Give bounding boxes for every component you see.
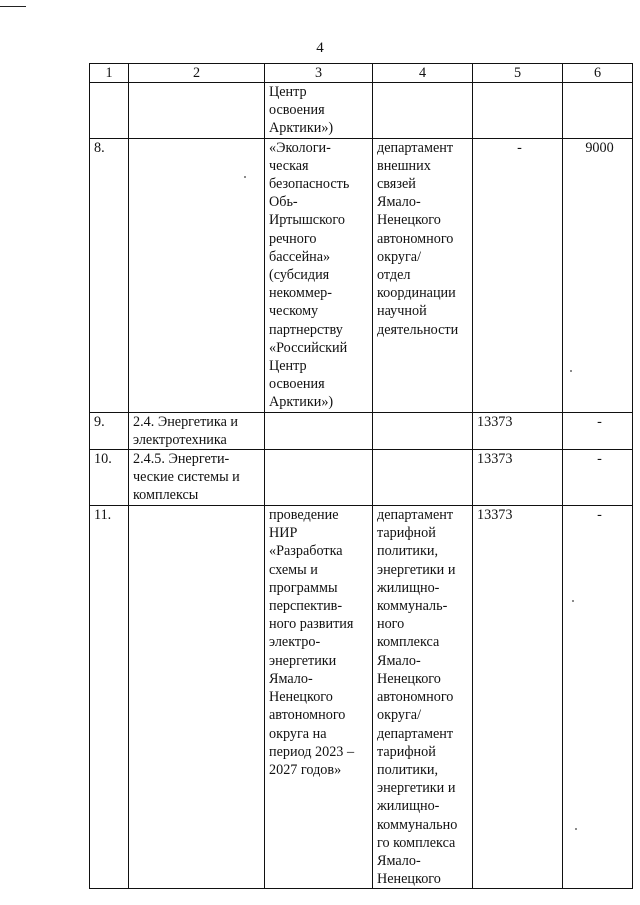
section-cell (129, 138, 265, 412)
table-row (90, 138, 633, 412)
column-header: 2 (129, 64, 265, 83)
executor-cell: департамент внешних связей Ямало- Ненецкого автономного округа/ отдел координации научной деятельности (373, 138, 473, 412)
amount-cell: - (473, 138, 563, 412)
amount-cell (473, 83, 563, 139)
section-cell (129, 506, 265, 889)
table-row (90, 83, 633, 139)
action-cell: проведение НИР «Разработка схемы и программы перспектив- ного развития электро- энергетики Ямало- Ненецкого автономного округа на период 2023 – 2027 годов» (265, 506, 373, 889)
section-cell (129, 83, 265, 139)
scan-speck (244, 176, 246, 178)
row-number: 8. (90, 138, 129, 412)
scan-speck (570, 370, 572, 372)
table-row (90, 450, 633, 506)
scan-speck (572, 600, 574, 602)
row-number: 10. (90, 450, 129, 506)
column-header: 5 (473, 64, 563, 83)
column-header: 1 (90, 64, 129, 83)
scan-edge-line (0, 6, 26, 7)
extra-cell: - (563, 412, 633, 449)
extra-cell: - (563, 450, 633, 506)
row-number: 9. (90, 412, 129, 449)
action-cell: Центр освоения Арктики») (265, 83, 373, 139)
extra-cell: - (563, 506, 633, 889)
scan-speck (575, 828, 577, 830)
section-cell: 2.4. Энергетика и электротехника (129, 412, 265, 449)
row-number (90, 83, 129, 139)
column-header: 6 (563, 64, 633, 83)
executor-cell (373, 83, 473, 139)
extra-cell: 9000 (563, 138, 633, 412)
page-number: 4 (316, 40, 324, 56)
table-row (90, 412, 633, 449)
action-cell: «Экологи- ческая безопасность Обь- Иртышского речного бассейна» (субсидия некоммер- ческому партнерству «Российский Центр освоения Арктики») (265, 138, 373, 412)
extra-cell (563, 83, 633, 139)
amount-cell: 13373 (473, 506, 563, 889)
executor-cell: департамент тарифной политики, энергетики и жилищно- коммуналь- ного комплекса Ямало- Ненецкого автономного округа/ департамент тарифной политики, энергетики и жилищно- коммунально го комплекса Ямало- Ненецкого (373, 506, 473, 889)
amount-cell: 13373 (473, 450, 563, 506)
column-header: 4 (373, 64, 473, 83)
executor-cell (373, 412, 473, 449)
column-header: 3 (265, 64, 373, 83)
action-cell (265, 412, 373, 449)
budget-table (89, 63, 633, 889)
row-number: 11. (90, 506, 129, 889)
header-row (90, 64, 633, 83)
executor-cell (373, 450, 473, 506)
action-cell (265, 450, 373, 506)
amount-cell: 13373 (473, 412, 563, 449)
table-row (90, 506, 633, 889)
section-cell: 2.4.5. Энергети- ческие системы и комплексы (129, 450, 265, 506)
